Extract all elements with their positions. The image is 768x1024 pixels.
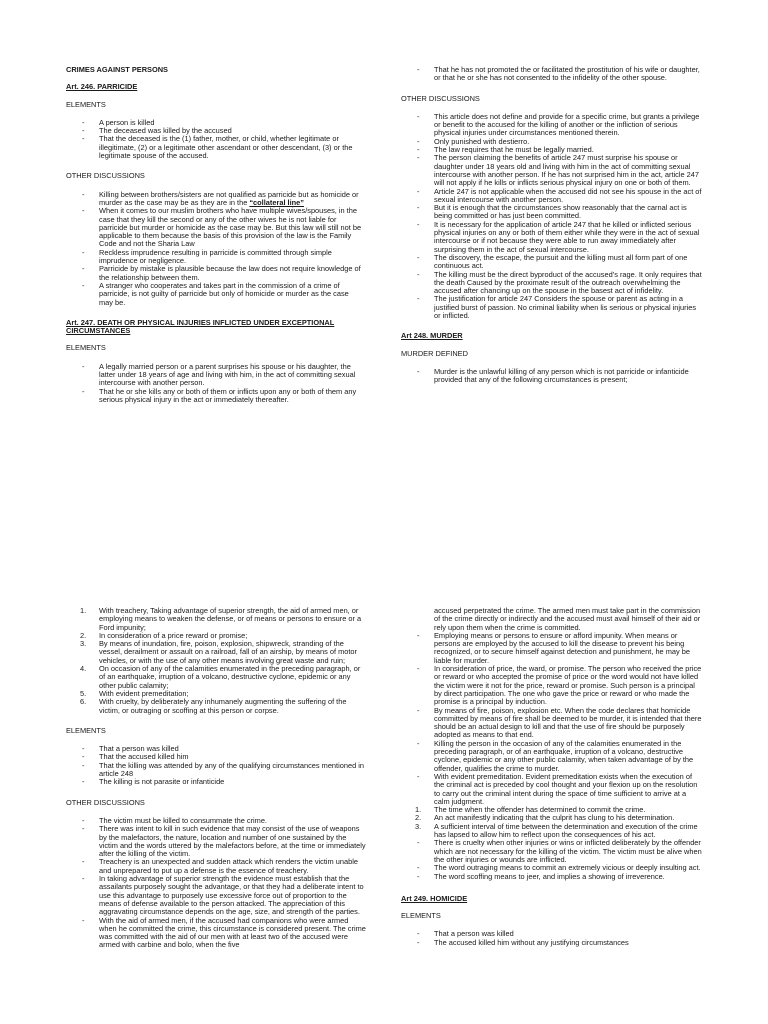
- art248-heading: Art 248. MURDER: [401, 331, 463, 341]
- list-item: - The law requires that he must be legally married.: [401, 146, 703, 154]
- list-item: - That the killing was attended by any of the qualifying circumstances mentioned in article 248: [66, 762, 366, 779]
- list-item: - The discovery, the escape, the pursuit and the killing must all form part of one continuous act.: [401, 254, 703, 271]
- other-discussions-label: OTHER DISCUSSIONS: [401, 93, 480, 103]
- murder-defined-label: MURDER DEFINED: [401, 348, 468, 358]
- list-item: - Article 247 is not applicable when the accused did not see his spouse in the act of sexual intercourse with another person.: [401, 188, 703, 205]
- art249-heading: Art 249. HOMICIDE: [401, 893, 468, 903]
- page2-right-column: [401, 607, 703, 959]
- list-item: - When it comes to our muslim brothers who have multiple wives/spouses, in the case that they kill the second or any of the other wives he is not liable for parricide but murder or homicide as the case may be. But this law will still not be applicable to them because the basis of this provision of the law is the Family Code and not the Sharia Law: [66, 207, 364, 248]
- cruelty-discussion-list: [401, 839, 703, 880]
- list-number: 4.: [80, 664, 87, 674]
- list-item: - Treachery is an unexpected and sudden attack which renders the victim unable and unprepared to put up a defense is the essence of treachery.: [66, 858, 366, 875]
- list-item: - The killing is not parasite or infanticide: [66, 778, 366, 786]
- list-item: - This article does not define and provide for a specific crime, but grants a privilege or benefit to the accused for the killing of another or the infliction of serious physical injuries under circumstances mentioned therein.: [401, 113, 703, 138]
- murder-elements-list: [66, 745, 366, 786]
- list-item: - Employing means or persons to ensure or afford impunity. When means or persons are employed by the accused to kill the disease to prevent his being recognized, or to secure himself against detection and punishment, he may be liable for murder.: [401, 632, 703, 665]
- list-item: - With evident premeditation. Evident premeditation exists when the execution of the criminal act is preceded by cool thought and your flexion up on the resolution to carry out the criminal intent during the space of time sufficient to arrive at a calm judgment.: [401, 773, 703, 806]
- art246-elements-list: [66, 119, 364, 160]
- premeditation-requisites-list: [401, 806, 703, 839]
- elements-label: ELEMENTS: [66, 343, 106, 353]
- list-item: - Murder is the unlawful killing of any person which is not parricide or infanticide provided that any of the following circumstances is present;: [401, 368, 703, 385]
- art247-other-list: [401, 113, 703, 320]
- list-item: - A stranger who cooperates and takes part in the commission of a crime of parricide, is not guilty of parricide but only of homicide or murder as the case may be.: [66, 282, 364, 307]
- list-item: - That a person was killed: [66, 745, 366, 753]
- art247-heading: Art. 247. DEATH OR PHYSICAL INJURIES INFLICTED UNDER EXCEPTIONAL CIRCUMSTANCES: [66, 317, 335, 336]
- list-item: - With the aid of armed men, if the accused had companions who were armed when he committed the crime, this circumstance is considered present. The crime was committed with the aid of our men with at least two of the accused were armed with carbine and bolo, when the five: [66, 917, 366, 950]
- collateral-line-emphasis: “collateral line”: [249, 197, 304, 207]
- art246-other-list: [66, 191, 364, 307]
- list-item-text: An act manifestly indicating that the culprit has clung to his determination.: [434, 813, 675, 823]
- list-item: - There was intent to kill in such evidence that may consist of the use of weapons by the malefactors, the nature, location and number of one sustained by the victim and the words uttered by the malefactors before, at the time or immediately after the killing of the victim.: [66, 825, 366, 858]
- list-item: - Reckless imprudence resulting in parricide is committed through simple imprudence or negligence.: [66, 249, 364, 266]
- list-number: 1.: [80, 606, 87, 615]
- elements-label: ELEMENTS: [401, 911, 441, 921]
- list-item-text: On occasion of any of the calamities enumerated in the preceding paragraph, or of an earthquake, irruption of a volcano, destructive cyclone, epidemic or any other public calamity;: [99, 664, 361, 690]
- murder-discussion-list: [401, 632, 703, 806]
- list-item: - Parricide by mistake is plausible because the law does not require knowledge of the relationship between them.: [66, 265, 364, 282]
- list-item-text: With cruelty, by deliberately any inhumanely augmenting the suffering of the victim, or outraging or scoffing at this person or corpse.: [99, 697, 347, 715]
- list-item: - In taking advantage of superior strength the evidence must establish that the assailants purposely sought the advantage, or that they had a deliberate intent to use this advantage to purposely use excessive force out of proportion to the means of defense available to the person attacked. The appreciation of this aggravating circumstance depends on the age, size, and strength of the parties.: [66, 875, 366, 916]
- list-item: - That he or she kills any or both of them or inflicts upon any or both of them any serious physical injury in the act or immediately thereafter.: [66, 388, 364, 405]
- list-item: - That a person was killed: [401, 930, 703, 938]
- other-discussions-label: OTHER DISCUSSIONS: [66, 797, 145, 807]
- elements-label: ELEMENTS: [66, 725, 106, 735]
- list-number: 1.: [415, 805, 422, 815]
- list-item: - The victim must be killed to consummate the crime.: [66, 817, 366, 825]
- art247-elements-list: [66, 363, 364, 404]
- murder-other-list: [66, 817, 366, 950]
- list-item: - A person is killed: [66, 119, 364, 127]
- list-item: [66, 665, 366, 690]
- list-item: - That he has not promoted the or facilitated the prostitution of his wife or daughter, or that he or she has not consented to the infidelity of the other spouse.: [401, 66, 703, 83]
- continuation-paragraph: accused perpetrated the crime. The armed men must take part in the commission of the crime directly or indirectly and the accused must avail himself of their aid or rely upon them when the crime is committed.: [434, 606, 701, 632]
- list-item: [66, 698, 366, 715]
- elements-label: ELEMENTS: [66, 99, 106, 109]
- list-item-text: With treachery, Taking advantage of superior strength, the aid of armed men, or employing means to weaken the defense, or of means or persons to ensure or a Ford impunity;: [99, 606, 362, 632]
- page1-left-column: [66, 66, 364, 416]
- list-item-text: In consideration of a price reward or promise;: [99, 630, 248, 640]
- list-item: - The person claiming the benefits of article 247 must surprise his spouse or daughter under 18 years old and living with him in the act of committing sexual intercourse with another person. If he has not surprised him in the act, article 247 will not apply if he kills or inflicts serious physical injury on one or both of them.: [401, 154, 703, 187]
- list-item: - By means of fire, poison, explosion etc. When the code declares that homicide committed by means of fire shall be deemed to be murder, it is intended that there should be an actual design to kill and that the use of fire should be purposely adopted as means to that end.: [401, 707, 703, 740]
- list-item: - The word scoffing means to jeer, and implies a showing of irreverence.: [401, 873, 703, 881]
- list-item: - The justification for article 247 Considers the spouse or parent as acting in a justified burst of passion. No criminal liability when lis serious or physical injuries or inflicted.: [401, 295, 703, 320]
- list-number: 6.: [80, 697, 87, 707]
- list-item: - That the deceased is the (1) father, mother, or child, whether legitimate or illegitimate, (2) or a legitimate other ascendant or other descendant, (3) or the legitimate spouse of the accused.: [66, 135, 364, 160]
- list-item-text: The time when the offender has determined to commit the crime.: [434, 805, 646, 815]
- list-item: - A legally married person or a parent surprises his spouse or his daughter, the latter under 18 years of age and living with him, in the act of committing sexual intercourse with another person.: [66, 363, 364, 388]
- list-item: - In consideration of price, the ward, or promise. The person who received the price or reward or who accepted the promise of price or the word would not have killed the victim were it not for the price, reward or promise. Such person is a principal by direct participation. The one who gave the price or reward or who made the promise is a principal by induction.: [401, 665, 703, 706]
- list-number: 5.: [80, 688, 87, 698]
- art246-heading: Art. 246. PARRICIDE: [66, 82, 138, 92]
- murder-circumstances-list: [66, 607, 366, 715]
- list-item: [66, 607, 366, 632]
- page2-left-column: [66, 607, 366, 962]
- list-item: - There is cruelty when other injuries or wins or inflicted deliberately by the offender which are not necessary for the killing of the victim. The victim must be alive when the other injuries or wounds are inflicted.: [401, 839, 703, 864]
- list-item: - It is necessary for the application of article 247 that he killed or inflicted serious physical injuries on any or both of them either while they were in the act of sexual intercourse or if not because they were able to run away immediately after surprising them in the act of sexual intercourse.: [401, 221, 703, 254]
- list-item: - Only punished with destierro.: [401, 138, 703, 146]
- list-item-text: Killing between brothers/sisters are not qualified as parricide but as homicide or murder as the case may be as they are in the: [99, 189, 359, 207]
- document-title: CRIMES AGAINST PERSONS: [66, 65, 168, 74]
- murder-defined-list: [401, 368, 703, 385]
- list-item: [401, 823, 703, 840]
- list-number: 3.: [415, 821, 422, 831]
- list-item: - The deceased was killed by the accused: [66, 127, 364, 135]
- list-item: - But it is enough that the circumstances show reasonably that the carnal act is being committed or has just been committed.: [401, 204, 703, 221]
- list-item-text: A sufficient interval of time between the determination and execution of the crime has lapsed to allow him to reflect upon the consequences of his act.: [434, 821, 698, 840]
- list-item: [66, 640, 366, 665]
- list-item: [66, 191, 364, 208]
- list-item: - The accused killed him without any justifying circumstances: [401, 939, 703, 947]
- list-item: - That the accused killed him: [66, 753, 366, 761]
- list-item: - The word outraging means to commit an extremely vicious or deeply insulting act.: [401, 864, 703, 872]
- list-number: 2.: [80, 630, 87, 640]
- art247-continued-list: [401, 66, 703, 83]
- list-number: 2.: [415, 813, 422, 823]
- list-item: - Killing the person in the occasion of any of the calamities enumerated in the preceding paragraph, or of an earthquake, irruption of a volcano, destructive cyclone, epidemic or any other public calamity, when taken advantage of by the offender, qualifies the crime to murder.: [401, 740, 703, 773]
- list-item: - The killing must be the direct byproduct of the accused’s rage. It only requires that the death Caused by the proximate result of the outreach overwhelming the accused after chancing up on the spouse in the basest act of infidelity.: [401, 271, 703, 296]
- list-item-text: By means of inundation, fire, poison, explosion, shipwreck, stranding of the vessel, derailment or assault on a railroad, fall of an airship, by means of motor vehicles, or with the use of any other means involving great waste and ruin;: [99, 639, 357, 665]
- page1-right-column: [401, 66, 703, 397]
- list-number: 3.: [80, 639, 87, 649]
- homicide-elements-list: [401, 930, 703, 947]
- other-discussions-label: OTHER DISCUSSIONS: [66, 171, 145, 181]
- list-item-text: With evident premeditation;: [99, 688, 189, 698]
